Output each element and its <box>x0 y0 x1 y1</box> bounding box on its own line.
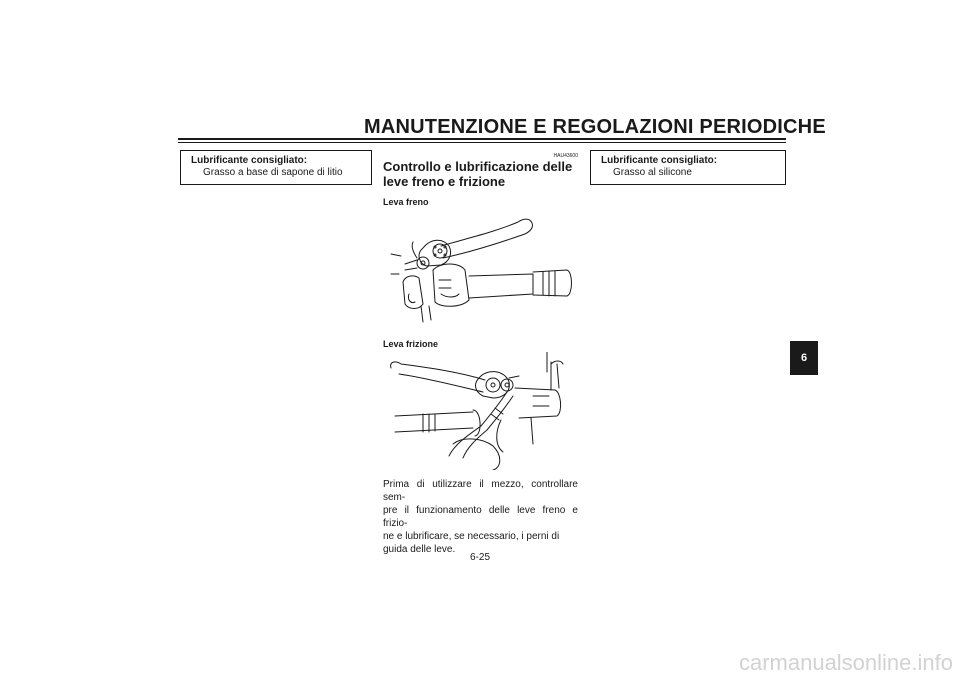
lubricant-box-right <box>590 150 786 185</box>
lubricant-value: Grasso al silicone <box>613 167 692 178</box>
lubricant-value: Grasso a base di sapone di litio <box>203 167 343 178</box>
page-header-title: MANUTENZIONE E REGOLAZIONI PERIODICHE <box>364 116 826 138</box>
watermark-text: carmanualsonline.info <box>738 650 953 675</box>
header-rule-thick <box>178 138 786 140</box>
section-title-line-1: Controllo e lubrificazione delle <box>383 159 573 174</box>
section-title-line-2: leve freno e frizione <box>383 174 506 189</box>
brake-lever-illustration <box>383 208 579 328</box>
body-line-3: ne e lubrificare, se necessario, i perni di <box>383 531 560 542</box>
clutch-lever-heading: Leva frizione <box>383 339 439 349</box>
lubricant-box-left <box>180 150 372 185</box>
clutch-lever-illustration <box>383 352 579 470</box>
brake-lever-heading: Leva freno <box>383 197 429 207</box>
body-line-2: pre il funzionamento delle leve freno e frizio- <box>383 505 578 529</box>
lubricant-label: Lubrificante consigliato: <box>191 155 308 166</box>
lubricant-label: Lubrificante consigliato: <box>601 155 718 166</box>
header-rule-thin <box>178 142 786 143</box>
body-line-4: guida delle leve. <box>383 544 456 555</box>
body-paragraph <box>383 478 578 556</box>
chapter-tab: 6 <box>790 341 818 375</box>
body-line-1: Prima di utilizzare il mezzo, controllare sem- <box>383 479 578 503</box>
section-title <box>383 159 583 189</box>
page-number: 6-25 <box>469 552 490 563</box>
reference-code: HAU43600 <box>553 153 578 159</box>
